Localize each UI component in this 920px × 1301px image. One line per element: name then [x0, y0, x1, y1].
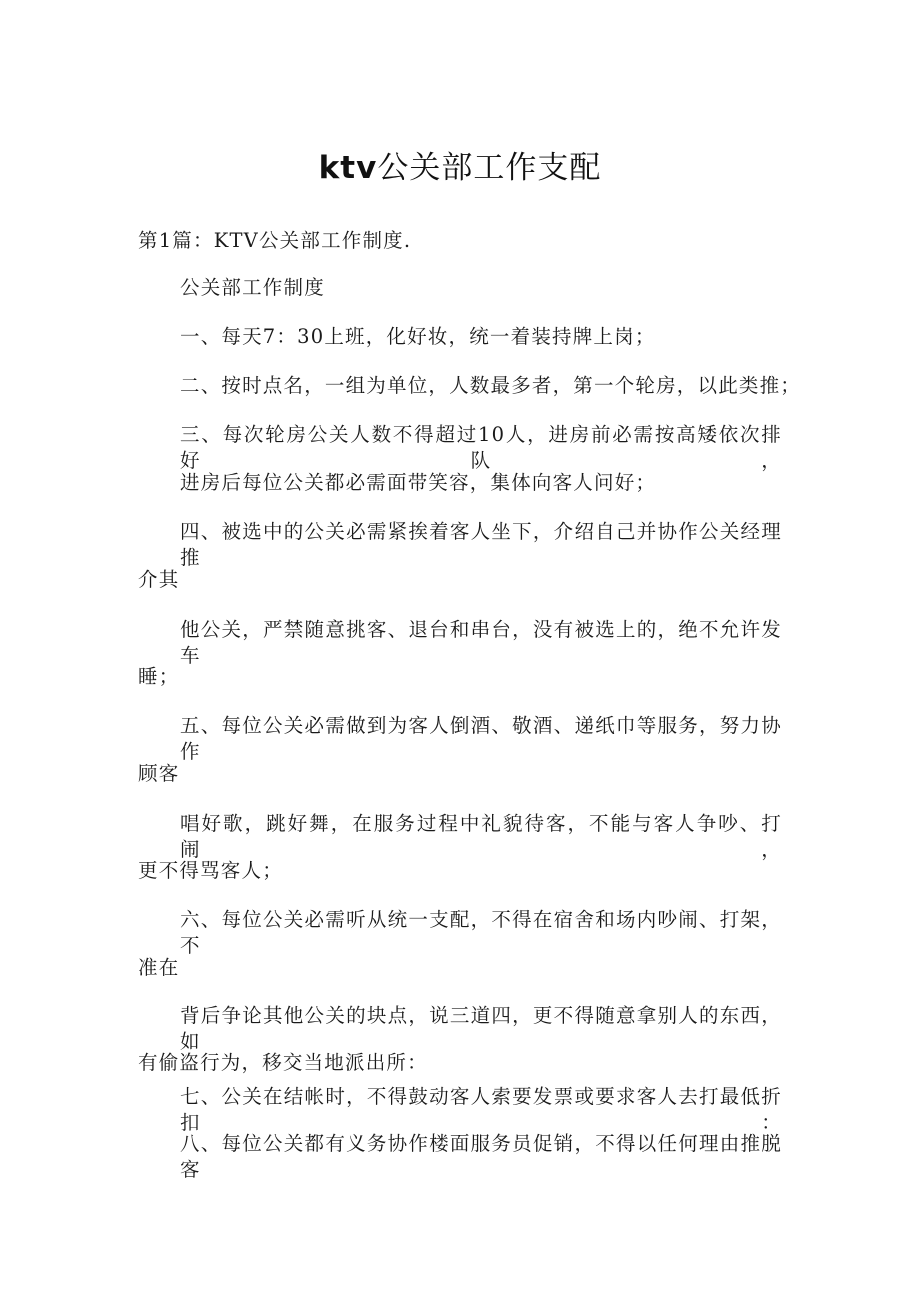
rule-5-line-3: 唱好歌，跳好舞，在服务过程中礼貌待客，不能与客人争吵、打闹， — [180, 812, 782, 861]
rule-3-line-1: 三、每次轮房公关人数不得超过10人，进房前必需按高矮依次排好队， — [180, 423, 782, 472]
title-chinese: 公关部工作支配 — [377, 150, 602, 186]
rule-8-line-1: 八、每位公关都有义务协作楼面服务员促销，不得以任何理由推脱客 — [180, 1132, 782, 1181]
section-heading: 第1篇：KTV公关部工作制度. — [138, 229, 412, 252]
rule-2: 二、按时点名，一组为单位，人数最多者，第一个轮房，以此类推； — [180, 374, 802, 397]
rule-6-line-4: 有偷盗行为，移交当地派出所： — [138, 1051, 428, 1074]
rule-6-line-1: 六、每位公关必需听从统一支配，不得在宿舍和场内吵闹、打架，不 — [180, 908, 782, 957]
rule-4-line-3: 他公关，严禁随意挑客、退台和串台，没有被选上的，绝不允许发车 — [180, 618, 782, 667]
rule-4-line-1: 四、被选中的公关必需紧挨着客人坐下，介绍自己并协作公关经理推 — [180, 520, 782, 569]
rule-6-line-2: 准在 — [138, 956, 180, 979]
rule-4-line-4: 睡； — [138, 665, 180, 688]
rule-5-line-2: 顾客 — [138, 762, 180, 785]
rule-5-line-4: 更不得骂客人； — [138, 859, 283, 882]
rule-4-line-2: 介其 — [138, 568, 180, 591]
rule-3-line-2: 进房后每位公关都必需面带笑容，集体向客人问好； — [180, 471, 657, 494]
rule-6-line-3: 背后争论其他公关的块点，说三道四，更不得随意拿别人的东西，如 — [180, 1004, 782, 1053]
document-title — [0, 142, 920, 187]
title-latin: ktv — [318, 150, 378, 186]
subheading: 公关部工作制度 — [180, 276, 325, 299]
rule-1: 一、每天7：30上班，化好妆，统一着装持牌上岗； — [180, 325, 656, 348]
rule-5-line-1: 五、每位公关必需做到为客人倒酒、敬酒、递纸巾等服务，努力协作 — [180, 714, 782, 763]
rule-7: 七、公关在结帐时，不得鼓动客人索要发票或要求客人去打最低折扣： — [180, 1085, 782, 1134]
